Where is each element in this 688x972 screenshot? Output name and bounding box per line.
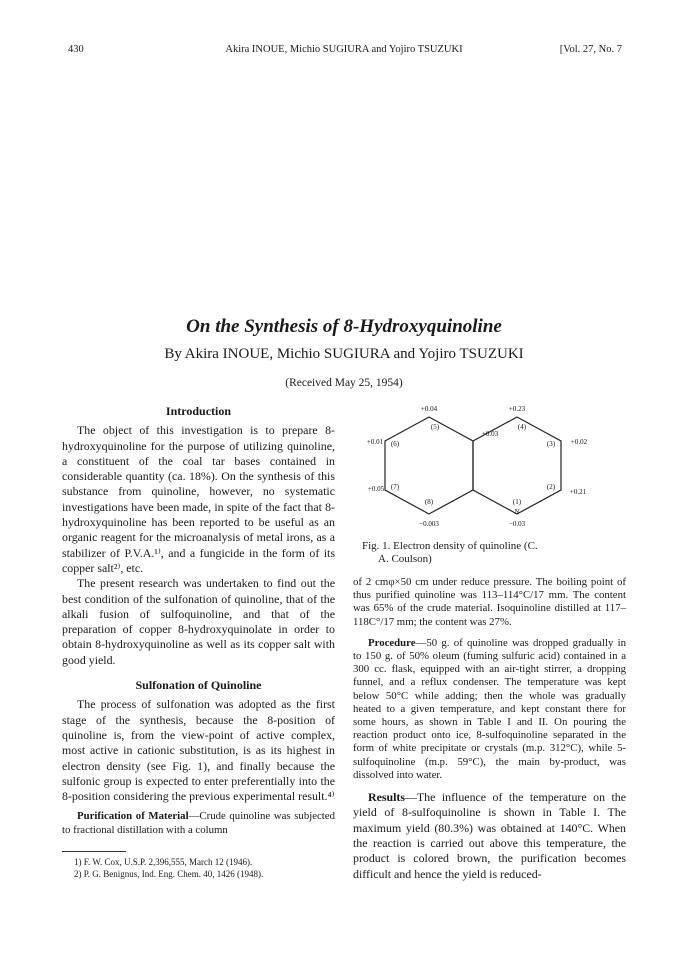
results-paragraph [353,790,626,882]
intro-paragraph-1: The object of this investigation is to prepare 8-hydroxyquinoline for the purpose of utilizing quinoline, a constituent of the coal tar bases contained in considerable quantity (ca. 18%). On the synthesis of this substance from quinoline, however, no systematic investigations have been made, in spite of the fact that 8-hydroxyquinoline has been reported to be useful as an organic reagent for the microanalysis of metal irons, as a stabilizer of P.V.A.¹⁾, and a fungicide in the form of its copper salt²⁾, etc. [62,423,335,575]
footnote-2: 2) P. G. Benignus, Ind. Eng. Chem. 40, 1426 (1948). [74,868,264,879]
purification-paragraph [62,810,335,836]
results-lead: Results [368,790,405,805]
article-title: On the Synthesis of 8-Hydroxyquinoline [186,316,502,337]
purification-lead: Purification of Material [77,810,189,823]
left-column [62,404,335,880]
label-position-4: (4) [517,423,527,431]
right-column [353,570,626,882]
quinoline-electron-density-figure [366,405,593,540]
label-position-7-density: +0.05 [367,485,385,493]
label-position-1: (1) [512,498,522,506]
label-bottom-left-density: −0.003 [419,520,439,528]
sulfonation-paragraph: The process of sulfonation was adopted as the first stage of the synthesis, because the 8-position of quinoline is, from the view-point of active complex, most active in cationic substitution, is as its highest in electron density (see Fig. 1), and finally because the sulfonic group is expected to enter preferentially into the 8-position considering the previous experimental result.⁴⁾ [62,697,335,804]
label-top-right-density: +0.23 [508,405,526,413]
label-position-8: (8) [424,498,434,506]
purification-continued: of 2 cmφ×50 cm under reduce pressure. The boiling point of thus purified quinoline was 113–114°C/17 mm. The content was 65% of the crude material. Isoquinoline distilled at 117–118C°/17 mm; the content was 27%. [353,576,626,628]
label-position-5: (5) [430,423,440,431]
label-position-3: (3) [546,440,556,448]
footnote-1: 1) F. W. Cox, U.S.P. 2,396,555, March 12 (1946). [74,856,253,867]
author-byline: By Akira INOUE, Michio SUGIURA and Yojiro TSUZUKI [164,346,524,362]
page-number: 430 [68,44,84,55]
label-position-6: (6) [390,440,400,448]
procedure-lead: Procedure [368,636,416,649]
figure-caption [362,540,624,566]
received-date: (Received May 25, 1954) [285,377,403,389]
procedure-paragraph [353,637,626,782]
label-nitrogen: N [514,508,520,516]
figure-caption-line-2: A. Coulson) [378,553,432,565]
running-header-authors: Akira INOUE, Michio SUGIURA and Yojiro TSUZUKI [225,44,463,55]
sulfonation-heading: Sulfonation of Quinoline [135,678,262,693]
label-position-2: (2) [546,483,556,491]
label-position-6-density: +0.01 [366,438,384,446]
label-position-3-density: +0.02 [570,438,588,446]
label-bottom-right-density: −0.03 [508,520,526,528]
running-header-volume: [Vol. 27, No. 7 [559,44,622,55]
introduction-heading: Introduction [165,404,232,418]
footnote-rule [62,851,126,852]
label-position-2-density: +0.21 [569,488,587,496]
procedure-text: —50 g. of quinoline was dropped gradually in to 150 g. of 50% oleum (fuming sulfuric acid) contained in a 300 cc. flask, equipped with an air-tight stirrer, a dropping funnel, and a reflux condenser. The temperature was kept below 50°C while adding; then the whole was gradually heated to a given temperature, and kept constant there for some hours, as shown in Table I and II. On pouring the reaction product onto ice, 8-sulfoquinoline separated in the form of white precipitate or crystals (m.p. 312°C), while 5-sulfoquinoline (m.p. 59°C), the main by-product, was dissolved into water. [353,636,626,781]
label-center-density: +0.03 [481,430,499,438]
figure-caption-line-1: Fig. 1. Electron density of quinoline (C. [362,540,538,552]
intro-paragraph-2: The present research was undertaken to find out the best condition of the sulfonation of quinoline, that of the alkali fusion of sulfoquinoline, and that of the preparation of copper 8-hydroxyquinolate in order to obtain 8-hydroxyquinoline as well as its copper salt with good yield. [62,576,335,667]
label-top-left-density: +0.04 [420,405,438,413]
results-text: —The influence of the temperature on the yield of 8-sulfoquinoline is shown in Table I. The maximum yield (80.3%) was obtained at 140°C. When the reaction is carried out above this temperature, the product is colored brown, the purification becomes difficult and hence the yield is reduced- [353,790,626,881]
label-position-7: (7) [390,483,400,491]
purification-text: —Crude quinoline was subjected to fractional distillation with a column [62,810,335,836]
quinoline-ring-structure [385,417,561,514]
